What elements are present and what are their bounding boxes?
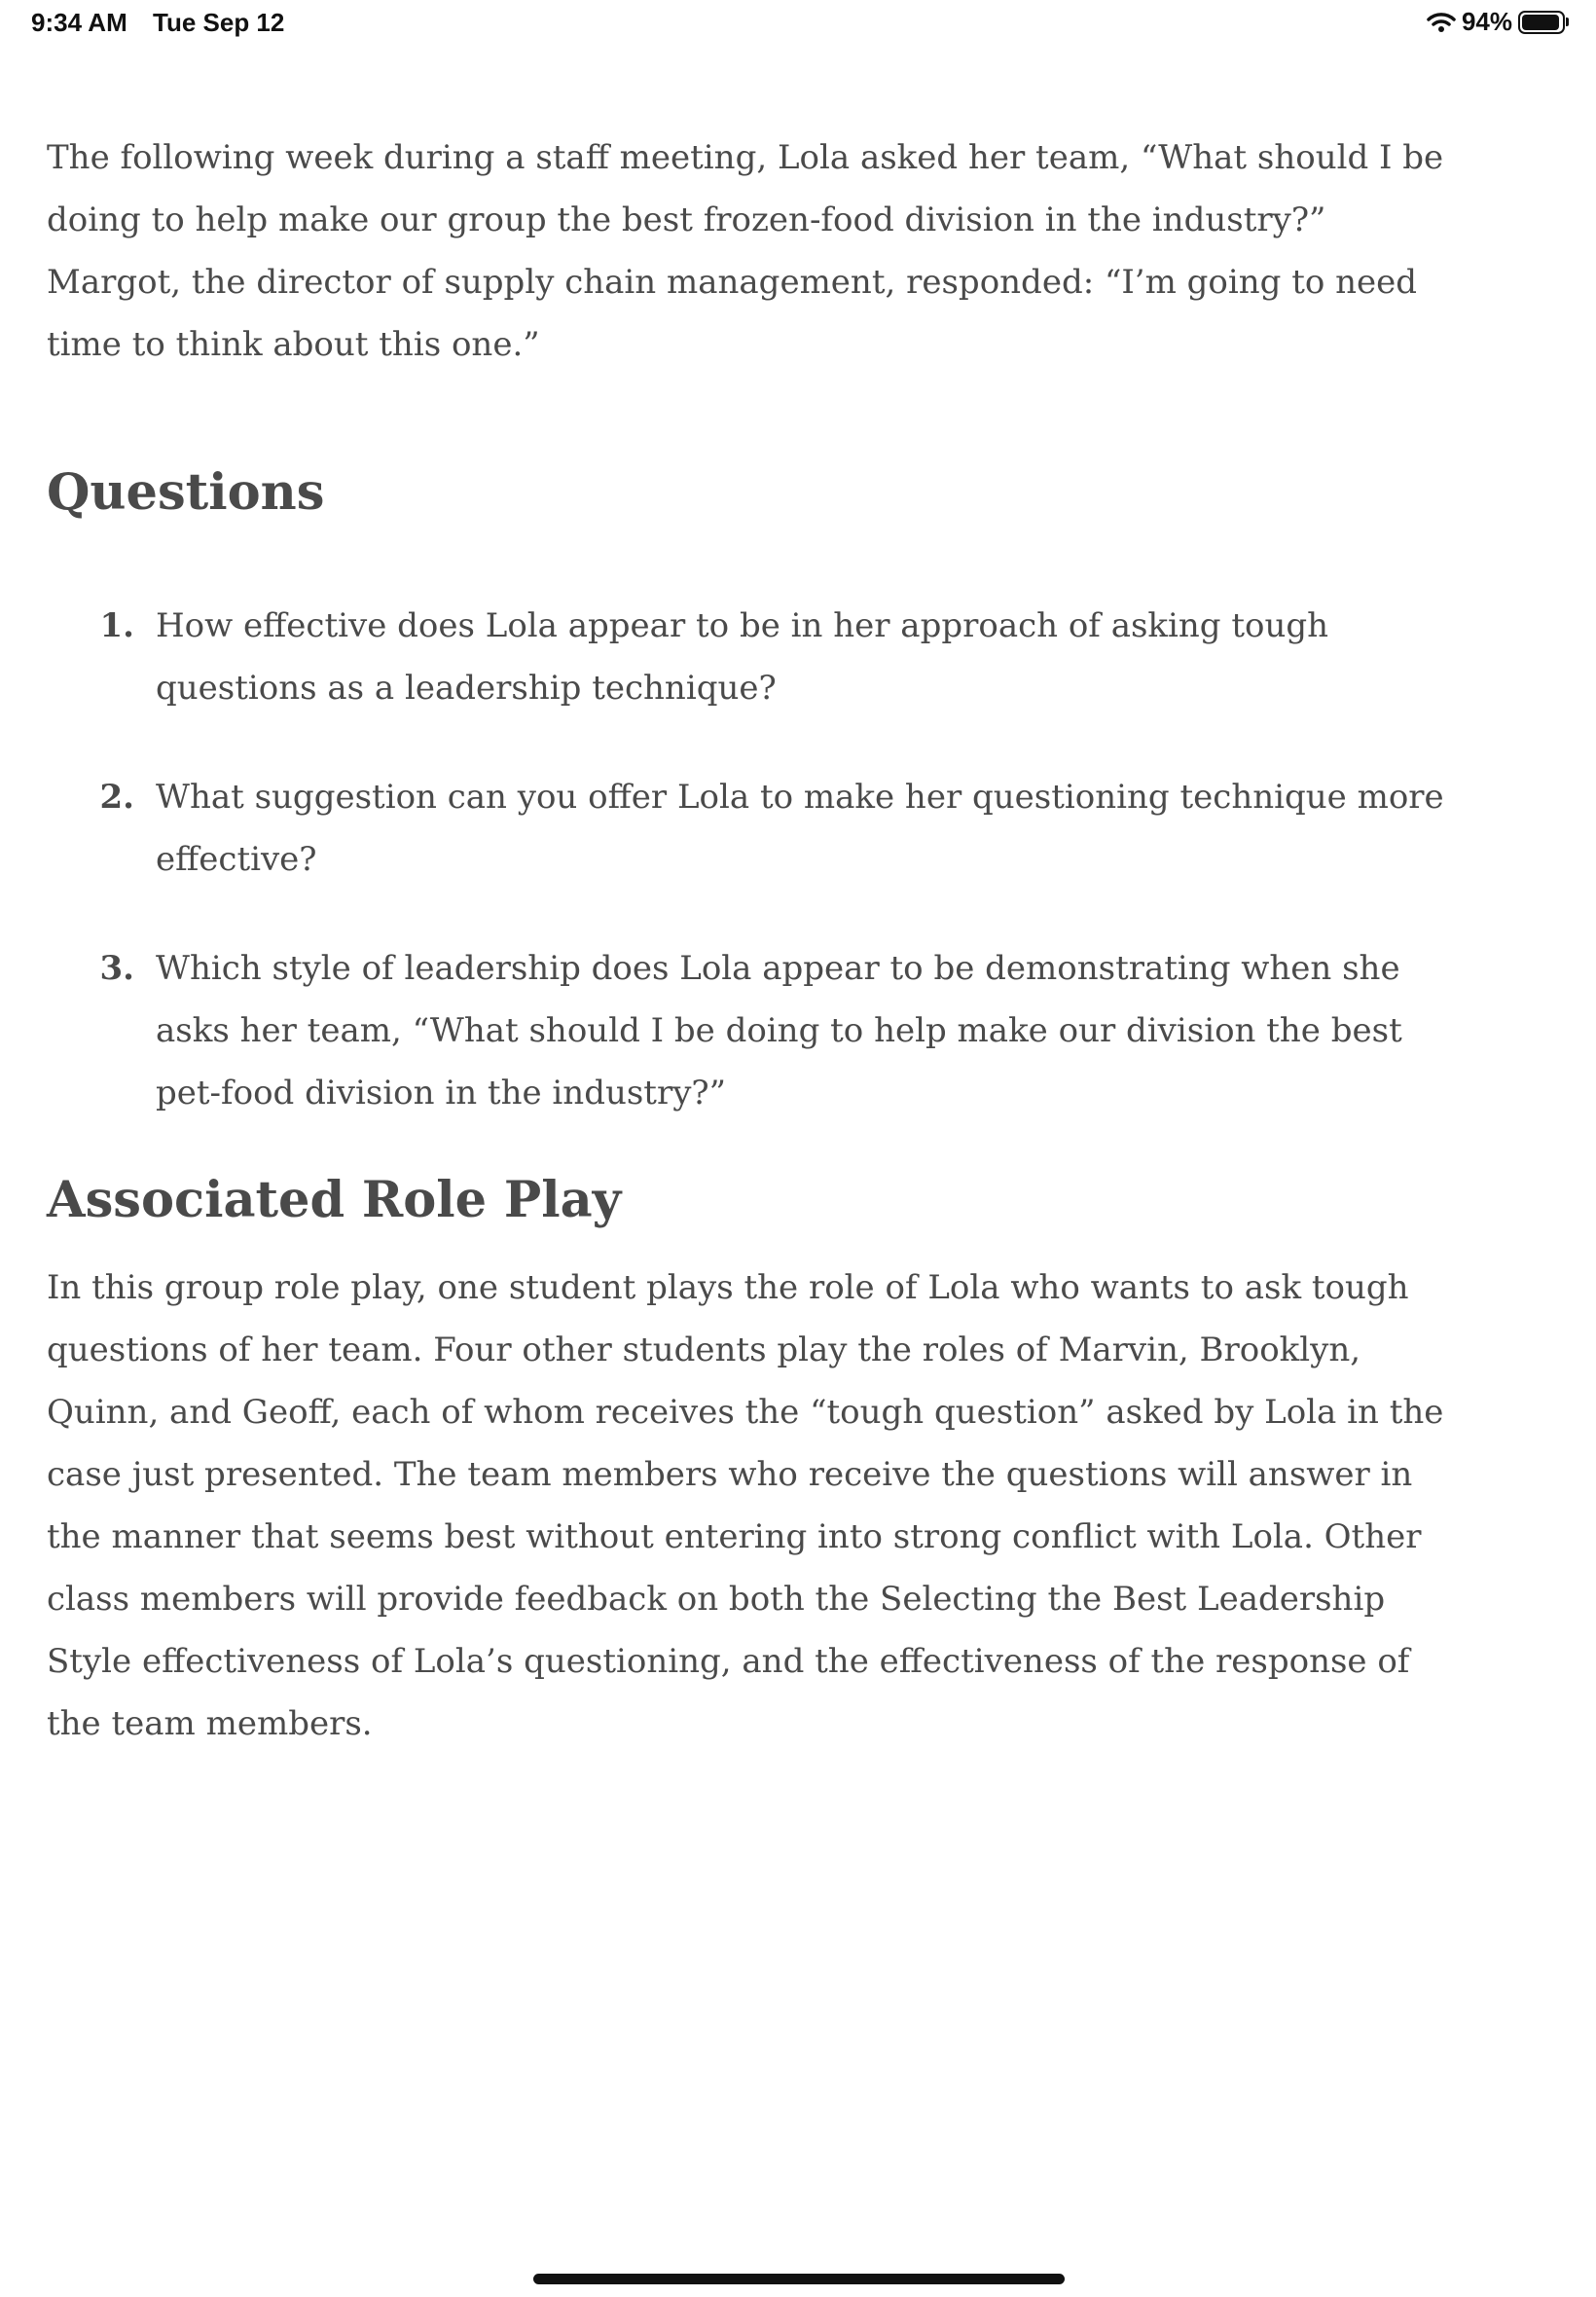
questions-heading: Questions <box>47 463 325 522</box>
question-number: 3. <box>99 949 134 988</box>
question-number: 1. <box>99 606 134 645</box>
battery-level-fill <box>1522 15 1559 30</box>
question-item <box>47 766 1458 891</box>
wifi-icon <box>1427 12 1456 33</box>
role-play-heading: Associated Role Play <box>47 1171 622 1229</box>
question-list <box>47 595 1458 1124</box>
status-indicators <box>1427 7 1569 37</box>
home-indicator[interactable] <box>533 2274 1065 2284</box>
question-text: How effective does Lola appear to be in her approach of asking tough questions as a leadership technique? <box>156 606 1329 708</box>
battery-icon <box>1518 11 1569 34</box>
question-text: Which style of leadership does Lola appear to be demonstrating when she asks her team, “What should I be doing to help make our division the best pet-food division in the industry?” <box>156 949 1402 1112</box>
intro-paragraph: The following week during a staff meeting, Lola asked her team, “What should I be doing to help make our group the best frozen-food division in the industry?” Margot, the director of supply chain management, responded: “I’m going to need time to think about this one.” <box>47 138 1444 364</box>
role-play-paragraph: In this group role play, one student plays the role of Lola who wants to ask tough questions of her team. Four other students play the roles of Marvin, Brooklyn, Quinn, and Geoff, each of whom receives the “tough question” asked by Lola in the case just presented. The team members who receive the questions will answer in the manner that seems best without entering into strong conflict with Lola. Other class members will provide feedback on both the Selecting the Best Leadership Style effectiveness of Lola’s questioning, and the effectiveness of the response of the team members. <box>47 1268 1444 1743</box>
status-date: Tue Sep 12 <box>153 8 285 37</box>
status-time: 9:34 AM <box>31 8 127 37</box>
reader-content <box>47 127 1458 1755</box>
question-item <box>47 937 1458 1124</box>
question-number: 2. <box>99 778 134 817</box>
question-text: What suggestion can you offer Lola to make her questioning technique more effective? <box>156 778 1444 879</box>
status-bar <box>0 0 1596 47</box>
battery-percent: 94% <box>1461 7 1512 36</box>
question-item <box>47 595 1458 719</box>
